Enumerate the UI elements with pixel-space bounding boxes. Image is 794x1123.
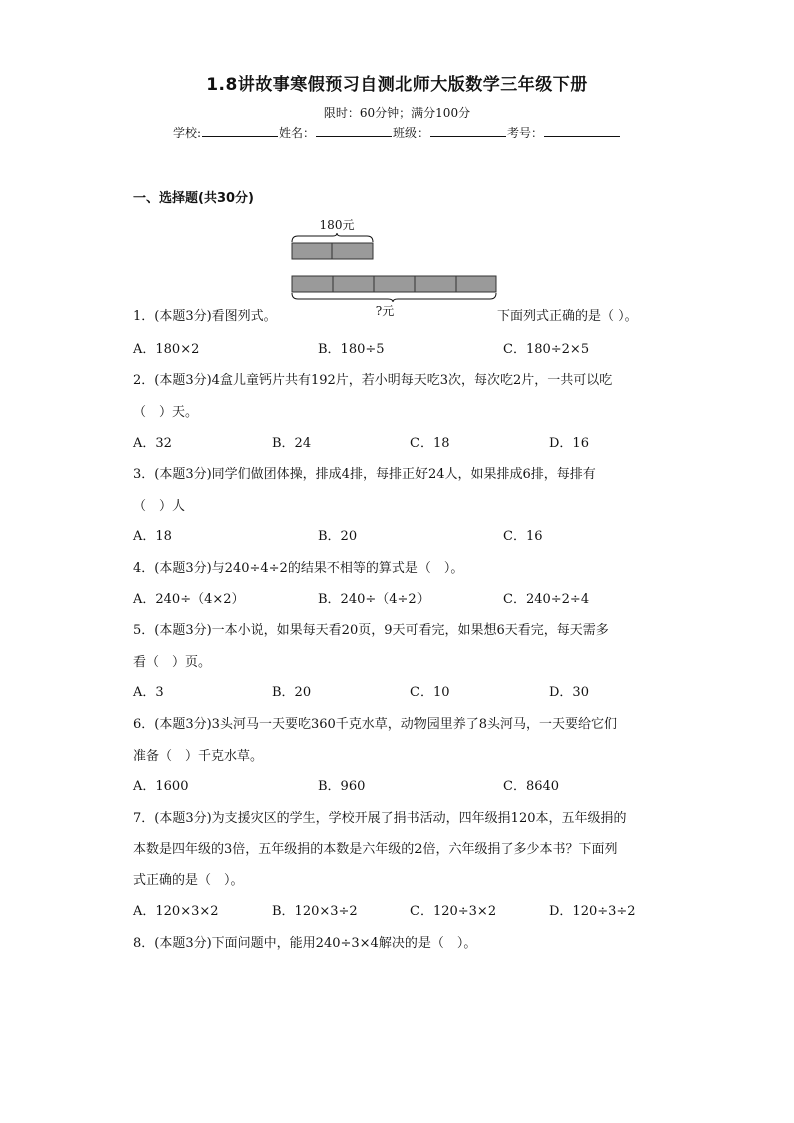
exam-no-blank[interactable]	[544, 124, 620, 137]
question-3-line-2: （ ）人	[133, 499, 186, 514]
time-score-note: 限时：60分钟；满分100分	[323, 106, 471, 120]
question-3-line-1: 3．(本题3分)同学们做团体操，排成4排，每排正好24人，如果排成6排，每排有	[133, 467, 596, 482]
q7-option-c[interactable]: C．120÷3×2	[410, 904, 497, 919]
q3-option-c[interactable]: C．16	[503, 529, 543, 544]
school-blank[interactable]	[202, 124, 278, 137]
top-bar-segment	[292, 243, 332, 259]
diagram-bottom-label: ?元	[375, 304, 395, 318]
school-label: 学校:	[172, 126, 201, 140]
q6-option-a[interactable]: A．1600	[133, 779, 189, 794]
q7-option-d[interactable]: D．120÷3÷2	[549, 904, 636, 919]
top-brace	[292, 233, 373, 242]
question-7-line-1: 7．(本题3分)为支援灾区的学生，学校开展了捐书活动，四年级捐120本，五年级捐的	[133, 811, 627, 826]
q2-option-d[interactable]: D．16	[549, 436, 589, 451]
q1-option-c[interactable]: C．180÷2×5	[503, 342, 590, 357]
q4-option-b[interactable]: B．240÷（4÷2）	[318, 592, 430, 607]
q7-option-b[interactable]: B．120×3÷2	[272, 904, 358, 919]
q5-option-a[interactable]: A．3	[133, 685, 164, 700]
question-5-line-2: 看（ ）页。	[133, 655, 212, 670]
bottom-bar-segment	[292, 276, 333, 292]
top-bar-segment	[332, 243, 373, 259]
question-4-text: 4．(本题3分)与240÷4÷2的结果不相等的算式是（ ）。	[133, 561, 464, 576]
question-6-line-1: 6．(本题3分)3头河马一天要吃360千克水草，动物园里养了8头河马，一天要给它们	[133, 717, 618, 732]
bottom-bar-segment	[374, 276, 415, 292]
class-label: 班级：	[393, 126, 430, 140]
question-7-line-3: 式正确的是（ ）。	[133, 873, 244, 888]
diagram-top-label: 180元	[319, 218, 355, 232]
bottom-bar-segment	[333, 276, 374, 292]
q7-option-a[interactable]: A．120×3×2	[133, 904, 219, 919]
question-2-line-1: 2．(本题3分)4盒儿童钙片共有192片，若小明每天吃3次，每次吃2片，一共可以吃	[133, 373, 613, 388]
question-6-line-2: 准备（ ）千克水草。	[133, 749, 264, 764]
bottom-brace	[292, 293, 496, 302]
q5-option-c[interactable]: C．10	[410, 685, 450, 700]
q4-option-a[interactable]: A．240÷（4×2）	[133, 592, 245, 607]
page-title: 1.8讲故事寒假预习自测北师大版数学三年级下册	[206, 75, 588, 95]
bottom-bar-segment	[456, 276, 496, 292]
student-info-row	[0, 124, 794, 141]
q5-option-d[interactable]: D．30	[549, 685, 589, 700]
q1-option-a[interactable]: A．180×2	[133, 342, 200, 357]
q2-option-a[interactable]: A．32	[133, 436, 172, 451]
question-5-line-1: 5．(本题3分)一本小说，如果每天看20页，9天可看完，如果想6天看完，每天需多	[133, 623, 609, 638]
q1-option-b[interactable]: B．180÷5	[318, 342, 385, 357]
section-heading: 一、选择题(共30分)	[133, 191, 254, 206]
name-blank[interactable]	[316, 124, 392, 137]
bottom-bar-segment	[415, 276, 456, 292]
q6-option-c[interactable]: C．8640	[503, 779, 560, 794]
name-label: 姓名：	[279, 126, 316, 140]
q2-option-b[interactable]: B．24	[272, 436, 312, 451]
question-1-text: 1．(本题3分)看图列式。	[133, 309, 277, 324]
class-blank[interactable]	[430, 124, 506, 137]
q6-option-b[interactable]: B．960	[318, 779, 366, 794]
bar-diagram	[285, 214, 505, 322]
q4-option-c[interactable]: C．240÷2÷4	[503, 592, 590, 607]
question-7-line-2: 本数是四年级的3倍，五年级捐的本数是六年级的2倍，六年级捐了多少本书？下面列	[133, 842, 618, 857]
question-1-tail: 下面列式正确的是（ ）。	[497, 309, 638, 324]
q5-option-b[interactable]: B．20	[272, 685, 312, 700]
question-2-line-2: （ ）天。	[133, 405, 199, 420]
q3-option-b[interactable]: B．20	[318, 529, 358, 544]
q2-option-c[interactable]: C．18	[410, 436, 450, 451]
question-8-text: 8．(本题3分)下面问题中，能用240÷3×4解决的是（ ）。	[133, 936, 477, 951]
exam-no-label: 考号：	[507, 126, 544, 140]
q3-option-a[interactable]: A．18	[133, 529, 172, 544]
